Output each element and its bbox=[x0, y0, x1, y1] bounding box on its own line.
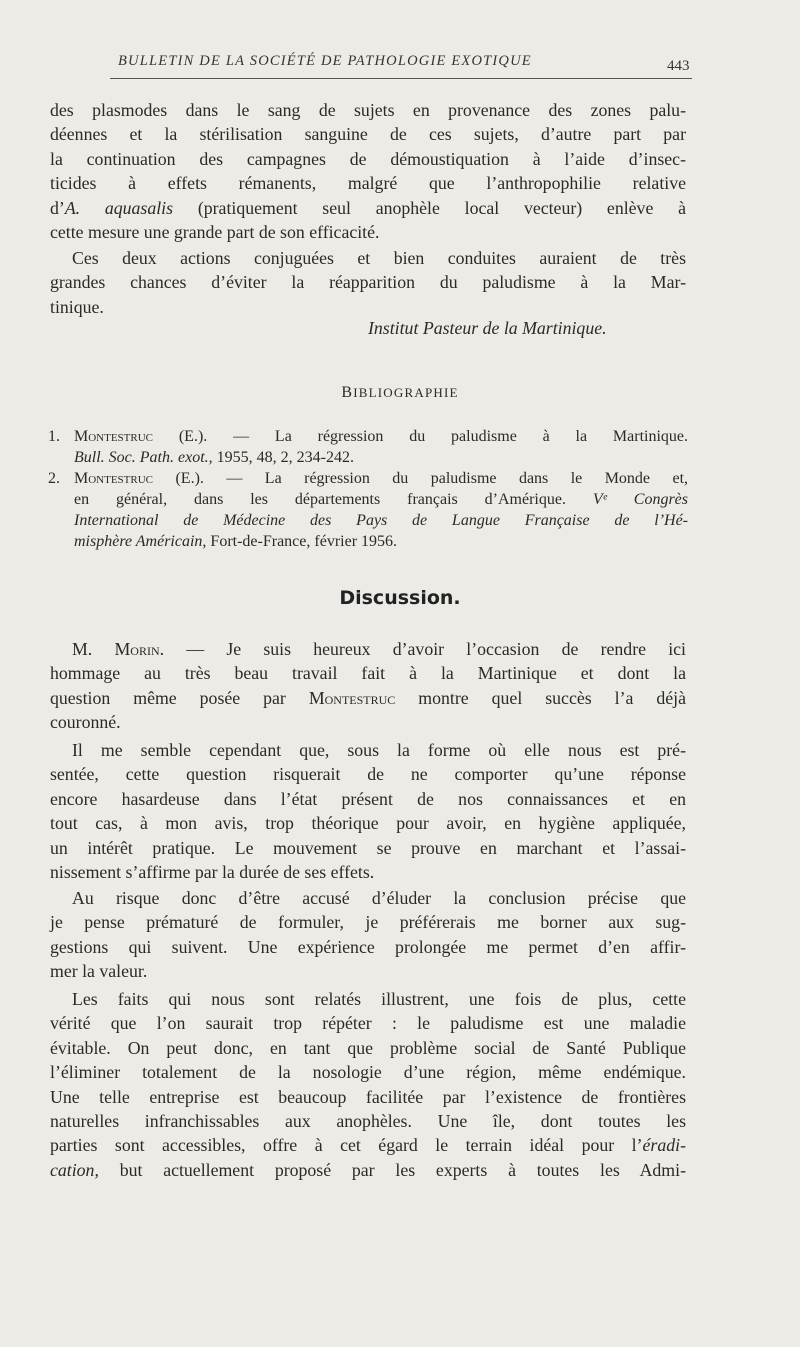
discussion-paragraph-1 bbox=[50, 637, 686, 735]
reference-journal: Bull. Soc. Path. exot., bbox=[74, 449, 213, 466]
reference-congress-name-end: misphère Américain, bbox=[74, 533, 207, 550]
emphasized-word: cation, bbox=[50, 1159, 99, 1180]
header-rule bbox=[110, 78, 692, 79]
text-line: nissement s’affirme par la durée de ses effets. bbox=[50, 862, 375, 883]
text-fragment: montre quel succès l’a déjà bbox=[418, 687, 686, 708]
reference-text: en général, dans les départements français d’Amérique. bbox=[74, 491, 566, 508]
text-line: l’éliminer totalement de la nosologie d’une région, même endémique. bbox=[50, 1062, 686, 1083]
reference-line bbox=[74, 510, 688, 531]
text-line: Les faits qui nous sont relatés illustrent, une fois de plus, cette bbox=[72, 989, 686, 1009]
text-line: la continuation des campagnes de démoustiquation à l’aide d’insec- bbox=[50, 148, 686, 169]
reference-details: Fort-de-France, février 1956. bbox=[210, 533, 398, 550]
reference-line bbox=[74, 426, 688, 447]
text-fragment: (pratiquement seul anophèle local vecteur) enlève à bbox=[197, 197, 686, 218]
text-line: je pense prématuré de formuler, je préférerais me borner aux sug- bbox=[50, 912, 686, 933]
heading-rest: IBLIOGRAPHIE bbox=[353, 385, 459, 400]
intro-paragraph-1 bbox=[50, 98, 686, 244]
reference-author: Montestruc bbox=[74, 428, 154, 445]
reference-title: — La régression du paludisme dans le Monde et, bbox=[226, 470, 689, 487]
heading-initial: B bbox=[341, 384, 354, 401]
bibliography-heading bbox=[0, 384, 800, 402]
discussion-paragraph-2 bbox=[50, 738, 686, 884]
reference-line bbox=[74, 468, 688, 489]
text-line: encore hasardeuse dans l’état présent de nos connaissances et en bbox=[50, 788, 686, 809]
affiliation: Institut Pasteur de la Martinique. bbox=[368, 318, 607, 338]
emphasized-word: éradi- bbox=[642, 1135, 686, 1156]
text-line: sentée, cette question risquerait de ne comporter qu’une réponse bbox=[50, 764, 686, 785]
text-line bbox=[50, 637, 686, 661]
text-line: Ces deux actions conjuguées et bien conduites auraient de très bbox=[72, 248, 686, 268]
text-line: naturelles infranchissables aux anophèles. Une île, dont toutes les bbox=[50, 1111, 686, 1132]
reference-line bbox=[74, 447, 688, 468]
text-line: couronné. bbox=[50, 712, 121, 733]
text-line bbox=[50, 1133, 686, 1157]
text-line bbox=[50, 686, 686, 710]
text-line: Au risque donc d’être accusé d’éluder la conclusion précise que bbox=[72, 888, 686, 908]
text-fragment: but actuellement proposé par les experts à toutes les Admi- bbox=[119, 1159, 686, 1180]
text-line bbox=[50, 1158, 686, 1182]
speaker-name: M. Morin. bbox=[72, 639, 165, 659]
cited-author: Montestruc bbox=[308, 687, 396, 708]
section-title: Discussion. bbox=[339, 587, 461, 609]
discussion-paragraph-4 bbox=[50, 987, 686, 1182]
text-line: hommage au très beau travail fait à la Martinique et dont la bbox=[50, 663, 686, 684]
running-head: BULLETIN DE LA SOCIÉTÉ DE PATHOLOGIE EXOTIQUE bbox=[118, 53, 532, 69]
reference-details: 1955, 48, 2, 234-242. bbox=[216, 449, 354, 466]
text-line: un intérêt pratique. Le mouvement se prouve en marchant et l’assai- bbox=[50, 837, 686, 858]
species-name: A. aquasalis bbox=[64, 197, 174, 218]
text-fragment: parties sont accessibles, offre à cet égard le terrain idéal pour l’ bbox=[50, 1135, 643, 1156]
reference-line bbox=[74, 489, 688, 510]
text-line: cette mesure une grande part de son efficacité. bbox=[50, 222, 380, 243]
text-line: des plasmodes dans le sang de sujets en provenance des zones palu- bbox=[50, 100, 686, 120]
text-fragment: question même posée par bbox=[50, 687, 286, 708]
reference-line bbox=[74, 531, 688, 552]
reference-congress: Vᵉ Congrès bbox=[592, 491, 689, 508]
text-line: vérité que l’on saurait trop répéter : le paludisme est une maladie bbox=[50, 1013, 686, 1034]
reference-title: — La régression du paludisme à la Martinique. bbox=[233, 428, 689, 445]
text-line: Une telle entreprise est beaucoup facilitée par l’existence de frontières bbox=[50, 1086, 686, 1107]
page-number: 443 bbox=[667, 58, 690, 74]
text-line: tout cas, à mon avis, trop théorique pour avoir, en hygiène appliquée, bbox=[50, 813, 686, 834]
reference-author: Montestruc bbox=[74, 470, 154, 487]
reference-number: 2. bbox=[48, 470, 60, 487]
text-line: grandes chances d’éviter la réapparition du paludisme à la Mar- bbox=[50, 272, 686, 293]
text-line bbox=[50, 196, 686, 220]
text-line: gestions qui suivent. Une expérience prolongée me permet d’en affir- bbox=[50, 936, 686, 957]
text-line: ticides à effets rémanents, malgré que l’anthropophilie relative bbox=[50, 173, 686, 194]
text-line: déennes et la stérilisation sanguine de ces sujets, d’autre part par bbox=[50, 124, 686, 145]
reference-initials: (E.). bbox=[175, 470, 204, 487]
intro-paragraph-2 bbox=[50, 246, 686, 319]
discussion-paragraph-3 bbox=[50, 886, 686, 984]
text-line: tinique. bbox=[50, 296, 104, 317]
reference-congress-name: International de Médecine des Pays de Langue Française de l’Hé- bbox=[74, 512, 688, 529]
reference-number: 1. bbox=[48, 428, 60, 445]
text-line: évitable. On peut donc, en tant que problème social de Santé Publique bbox=[50, 1037, 686, 1058]
text-fragment: d’ bbox=[50, 197, 65, 218]
text-line: mer la valeur. bbox=[50, 961, 148, 982]
reference-initials: (E.). bbox=[178, 428, 208, 445]
reference-1 bbox=[48, 426, 688, 468]
text-line: Il me semble cependant que, sous la forme où elle nous est pré- bbox=[72, 740, 686, 760]
reference-2 bbox=[48, 468, 688, 552]
text-fragment: — Je suis heureux d’avoir l’occasion de rendre ici bbox=[186, 639, 686, 659]
